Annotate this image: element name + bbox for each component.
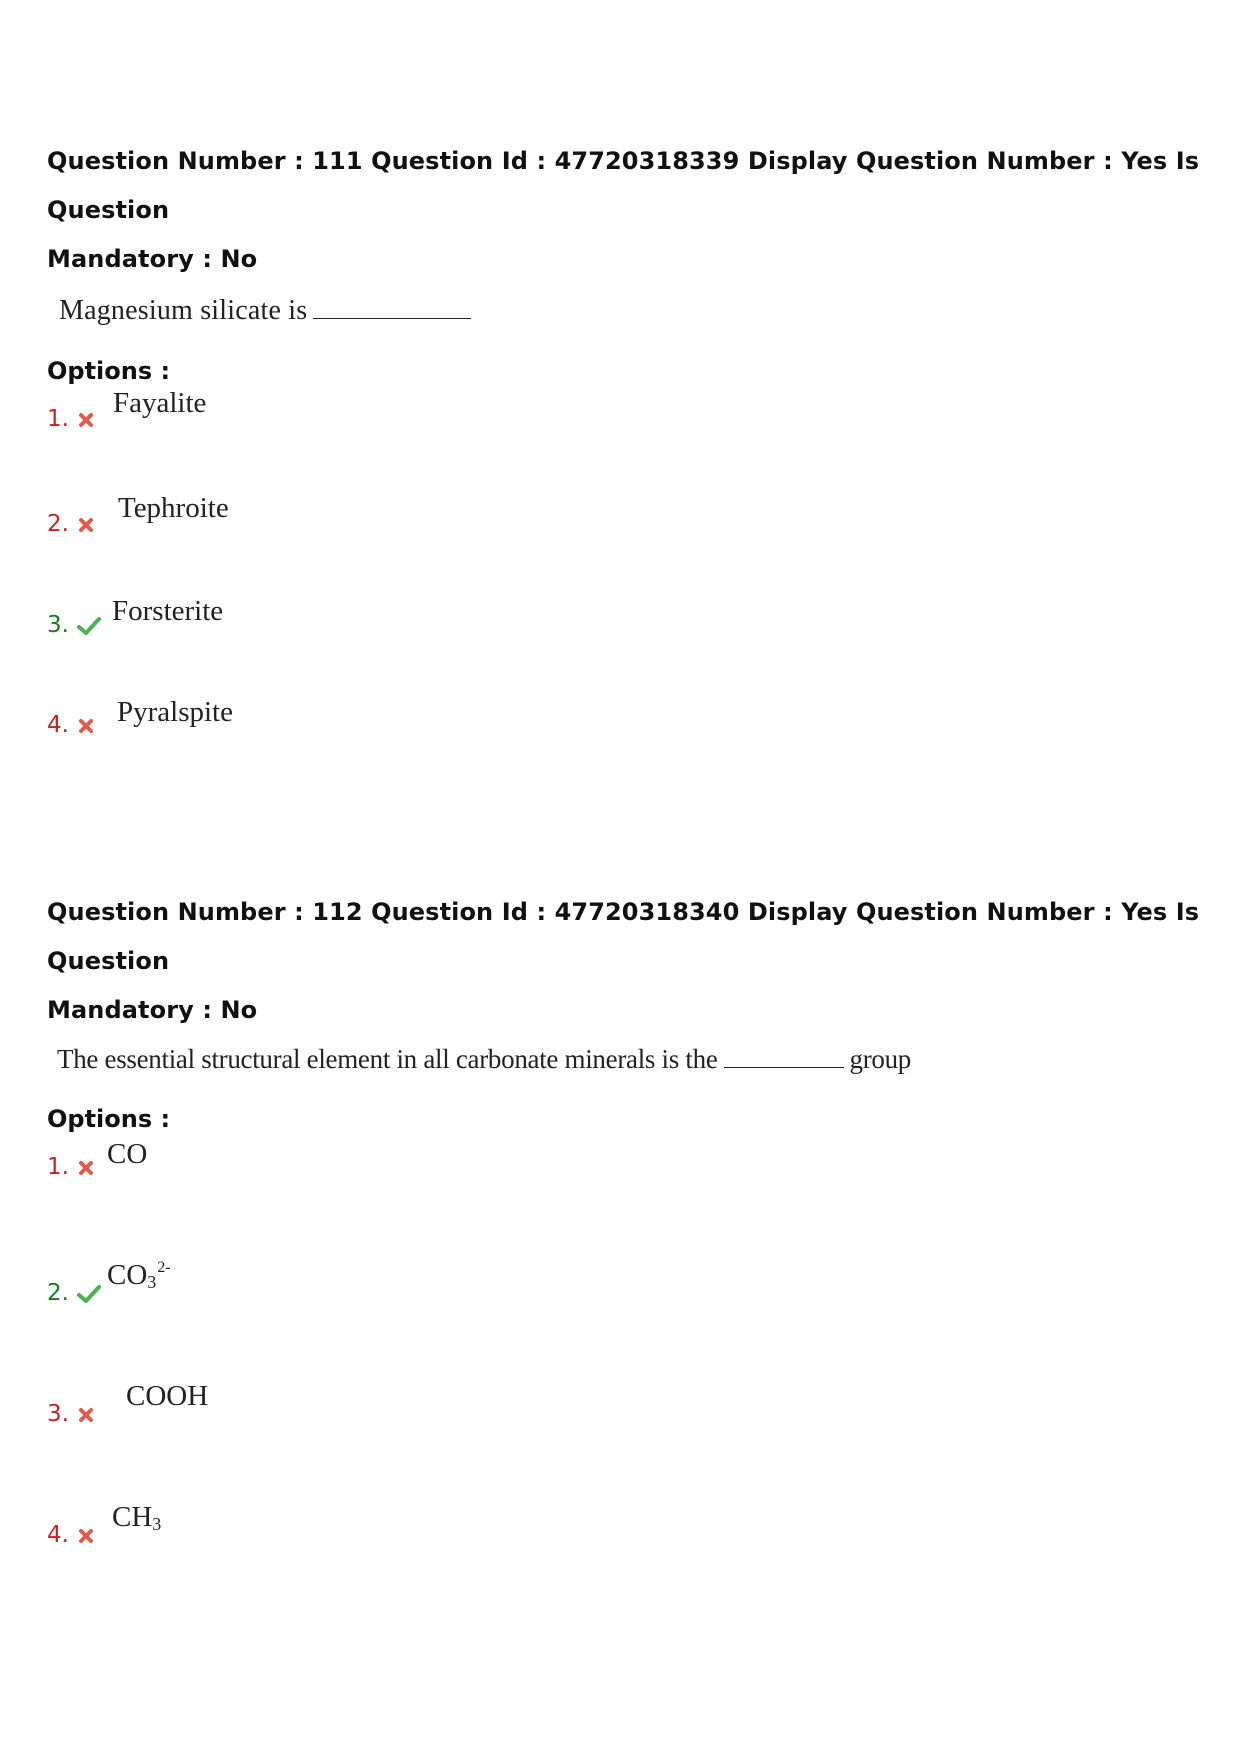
- cross-icon: [77, 717, 95, 735]
- check-icon: [77, 1284, 101, 1302]
- option-number: 4.: [47, 1522, 69, 1548]
- option-number: 4.: [47, 712, 69, 738]
- option-text: [107, 1259, 171, 1293]
- option-3: [47, 1380, 647, 1457]
- cross-icon: [77, 1159, 95, 1177]
- options-label: Options :: [47, 1105, 171, 1133]
- question-header: [47, 888, 1207, 1035]
- option-text: Forsterite: [112, 595, 224, 627]
- question-header: [47, 137, 1207, 284]
- cross-icon: [77, 1527, 95, 1545]
- question-text-body: Magnesium silicate is: [59, 295, 308, 326]
- option-2: [47, 1259, 647, 1336]
- option-number: 3.: [47, 612, 69, 638]
- option-number: 2.: [47, 1280, 69, 1306]
- option-number: 1.: [47, 406, 69, 432]
- options-label: Options :: [47, 357, 171, 385]
- question-112: [47, 888, 1207, 1548]
- option-3: [47, 595, 647, 668]
- question-text-body: The essential structural element in all carbonate minerals is the: [57, 1044, 718, 1074]
- question-text: [59, 294, 1207, 327]
- cross-icon: [77, 516, 95, 534]
- option-number: 1.: [47, 1154, 69, 1180]
- formula-subscript: 3: [147, 1272, 157, 1292]
- formula-base: CH: [112, 1501, 153, 1533]
- question-111: [47, 137, 1207, 738]
- option-1: [47, 1138, 647, 1210]
- option-4: [47, 1501, 647, 1578]
- cross-icon: [77, 411, 95, 429]
- answer-blank: [313, 294, 471, 319]
- question-header-line1: Question Number : 111 Question Id : 47720318339 Display Question Number : Yes Is Question: [47, 147, 1200, 224]
- option-text: Tephroite: [118, 492, 229, 524]
- question-text: [57, 1043, 1207, 1075]
- cross-icon: [77, 1406, 95, 1424]
- option-number: 2.: [47, 511, 69, 537]
- formula-subscript: 3: [152, 1514, 162, 1534]
- question-header-line1: Question Number : 112 Question Id : 47720318340 Display Question Number : Yes Is Question: [47, 898, 1200, 975]
- formula-base: CO: [107, 1259, 148, 1291]
- question-text-suffix: group: [849, 1044, 911, 1074]
- option-text: COOH: [126, 1380, 209, 1412]
- question-header-line2: Mandatory : No: [47, 996, 258, 1024]
- check-icon: [77, 616, 101, 634]
- option-text: CO: [107, 1138, 148, 1170]
- option-1: [47, 387, 647, 462]
- answer-blank: [724, 1043, 844, 1068]
- option-text: Pyralspite: [117, 696, 233, 728]
- option-text: Fayalite: [113, 387, 207, 419]
- option-2: [47, 492, 647, 567]
- question-header-line2: Mandatory : No: [47, 245, 258, 273]
- formula-superscript: 2-: [157, 1259, 171, 1276]
- option-text: [112, 1501, 161, 1535]
- option-4: [47, 696, 647, 768]
- option-number: 3.: [47, 1401, 69, 1427]
